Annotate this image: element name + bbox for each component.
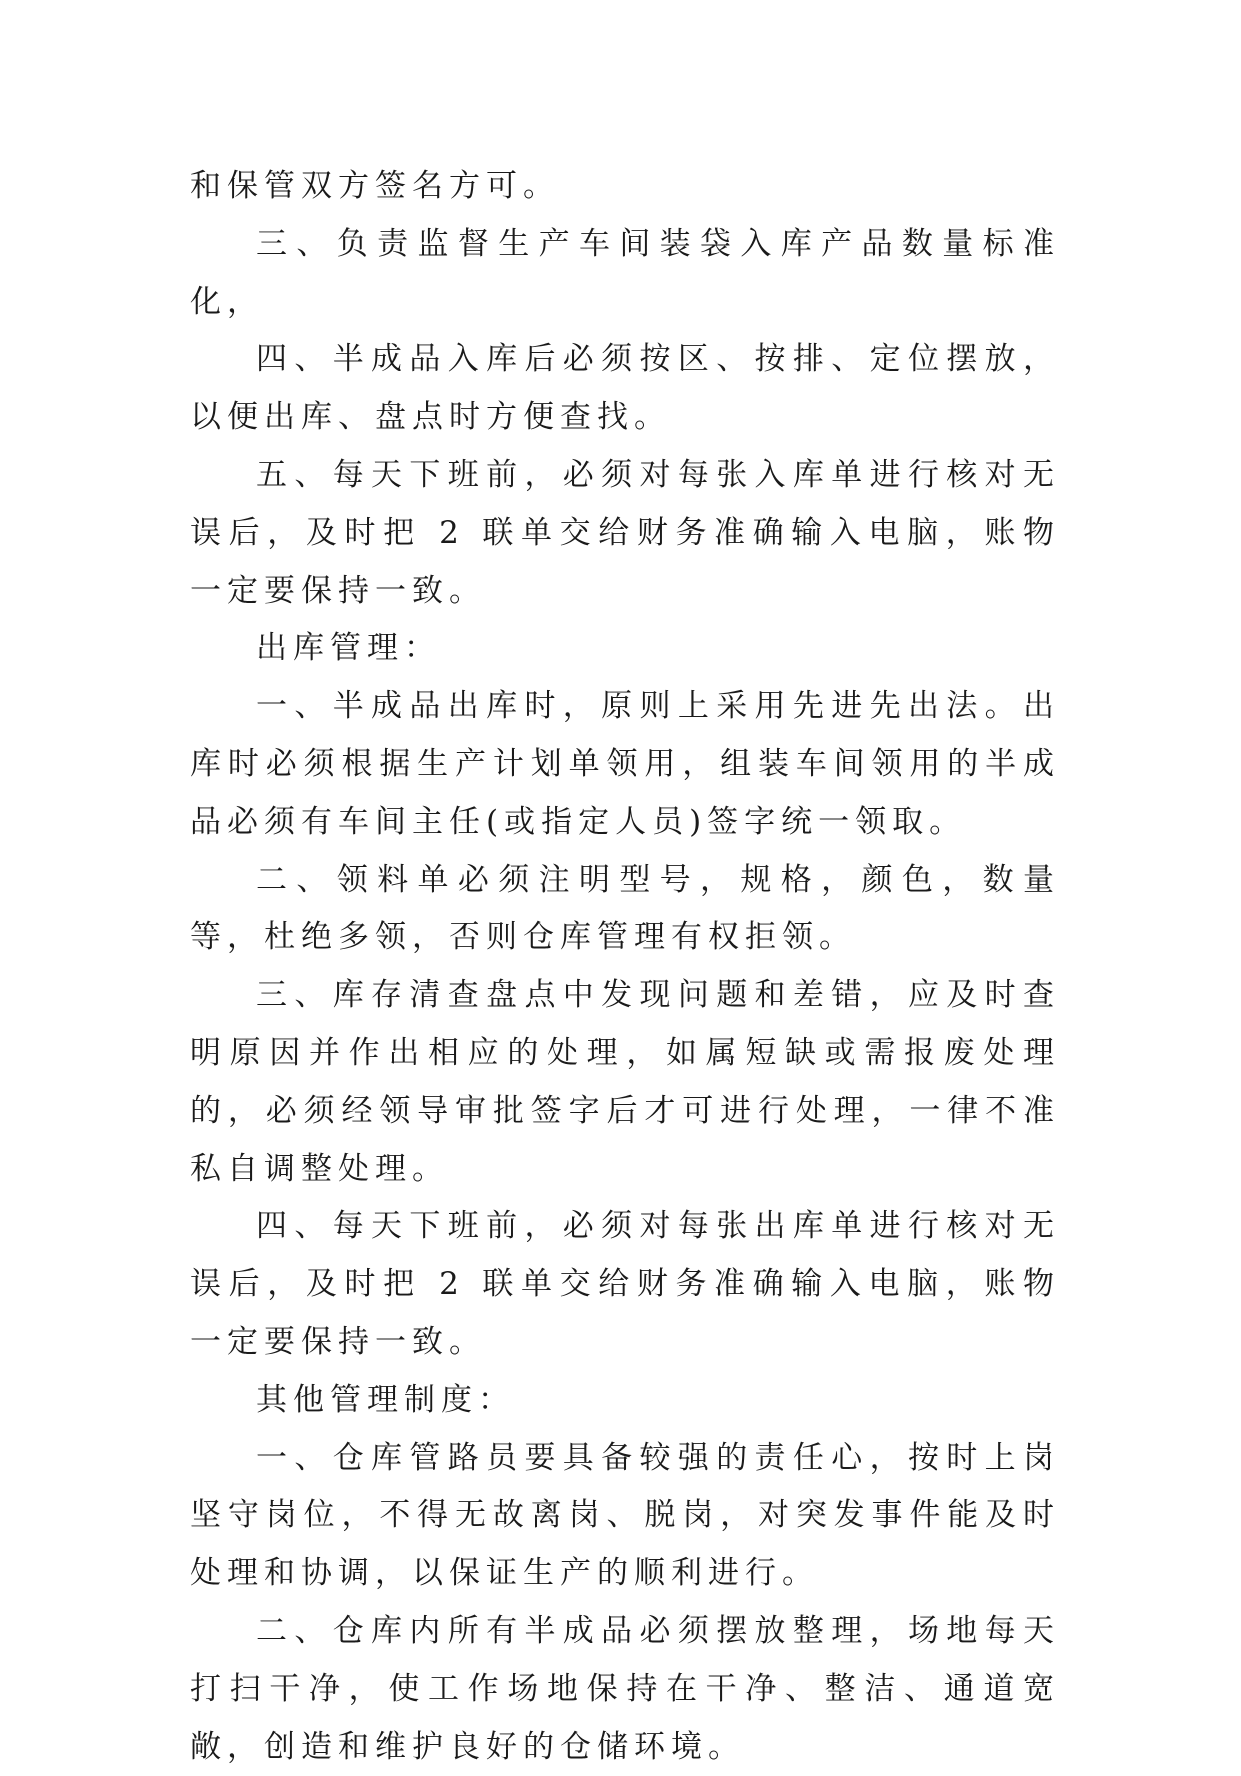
paragraph: 一、仓库管路员要具备较强的责任心，按时上岗坚守岗位，不得无故离岗、脱岗，对突发事件能及时处理和协调，以保证生产的顺利进行。 — [190, 1439, 1060, 1592]
document-body — [190, 158, 1060, 1776]
paragraph: 和保管双方签名方可。 — [190, 168, 560, 204]
paragraph: 三、库存清查盘点中发现问题和差错，应及时查明原因并作出相应的处理，如属短缺或需报废处理的，必须经领导审批签字后才可进行处理，一律不准私自调整处理。 — [190, 977, 1060, 1187]
paragraph: 二、仓库内所有半成品必须摆放整理，场地每天打扫干净，使工作场地保持在干净、整洁、通道宽敞，创造和维护良好的仓储环境。 — [190, 1612, 1060, 1765]
section-heading: 出库管理： — [256, 630, 441, 667]
paragraph: 四、半成品入库后必须按区、按排、定位摆放，以便出库、盘点时方便查找。 — [190, 341, 1060, 436]
paragraph: 四、每天下班前，必须对每张出库单进行核对无误后，及时把 2 联单交给财务准确输入电脑，账物一定要保持一致。 — [190, 1208, 1060, 1360]
section-heading: 其他管理制度： — [256, 1381, 515, 1418]
paragraph: 三、负责监督生产车间装袋入库产品数量标准化， — [190, 225, 1060, 320]
paragraph: 二、领料单必须注明型号，规格，颜色，数量等，杜绝多领，否则仓库管理有权拒领。 — [190, 861, 1060, 956]
paragraph: 五、每天下班前，必须对每张入库单进行核对无误后，及时把 2 联单交给财务准确输入电脑，账物一定要保持一致。 — [190, 456, 1060, 609]
paragraph: 一、半成品出库时，原则上采用先进先出法。出库时必须根据生产计划单领用，组装车间领用的半成品必须有车间主任(或指定人员)签字统一领取。 — [190, 688, 1060, 840]
